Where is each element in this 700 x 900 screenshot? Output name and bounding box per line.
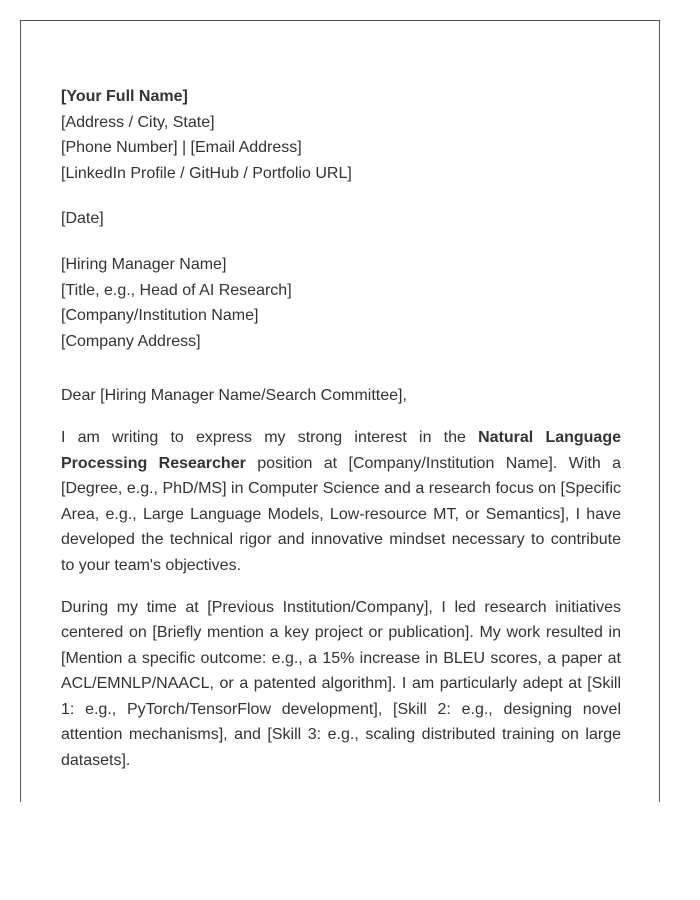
letter-page (20, 20, 660, 802)
body-paragraph-1 (61, 425, 621, 579)
paragraph-1-rest: position at [Company/Institution Name]. With a [Degree, e.g., PhD/MS] in Computer Science and a research focus on [Specific Area, e.g., Large Language Models, Low-resource MT, or Semantics], I have developed the technical rigor and innovative mindset necessary to contribute to your team's objectives. (61, 454, 622, 574)
recipient-title: [Title, e.g., Head of AI Research] (61, 281, 292, 299)
sender-name: [Your Full Name] (61, 88, 188, 105)
salutation: Dear [Hiring Manager Name/Search Committee], (61, 387, 407, 405)
salutation-block (61, 383, 621, 409)
body-paragraph-2: During my time at [Previous Institution/Company], I led research initiatives centered on [Briefly mention a key project or publication]. My work resulted in [Mention a specific outcome: e.g., a 15% increase in BLEU scores, a paper at ACL/EMNLP/NAACL, or a patented algorithm]. I am particularly adept at [Skill 1: e.g., PyTorch/TensorFlow development], [Skill 2: e.g., designing novel attention mechanisms], and [Skill 3: e.g., scaling distributed training on large datasets]. (61, 598, 621, 770)
sender-block (61, 84, 621, 186)
date-block (61, 206, 621, 232)
recipient-block (61, 252, 621, 354)
paragraph-1-intro: I am writing to express my strong interest in the (61, 428, 479, 446)
sender-contact: [Phone Number] | [Email Address] (61, 139, 302, 157)
sender-address: [Address / City, State] (61, 113, 215, 131)
recipient-name: [Hiring Manager Name] (61, 255, 227, 273)
recipient-address: [Company Address] (61, 332, 201, 350)
sender-links: [LinkedIn Profile / GitHub / Portfolio URL] (61, 164, 352, 182)
letter-content (61, 84, 621, 774)
position-title: Natural Language Processing Researcher (61, 428, 622, 472)
letter-date: [Date] (61, 210, 104, 228)
recipient-company: [Company/Institution Name] (61, 307, 259, 325)
